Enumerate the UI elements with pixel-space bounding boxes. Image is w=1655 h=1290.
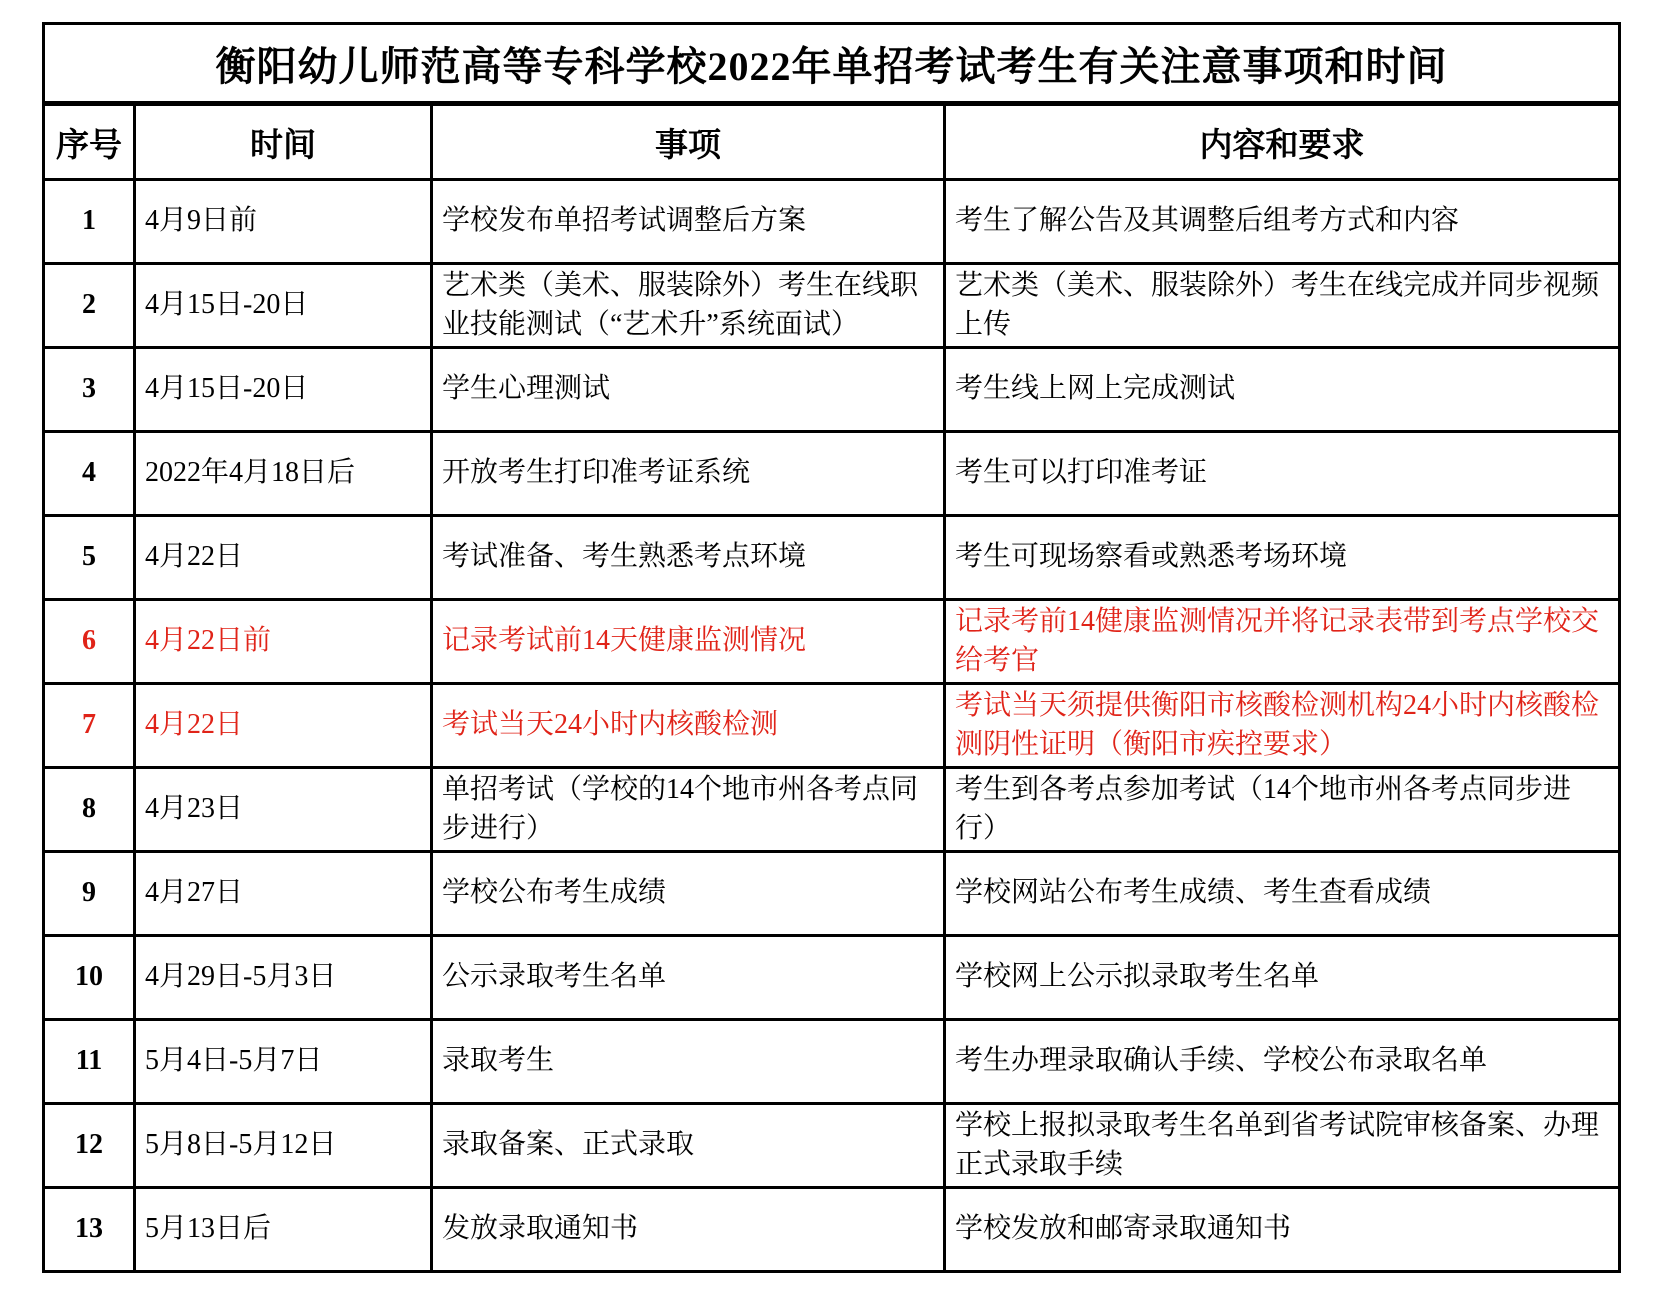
row-item: 记录考试前14天健康监测情况 <box>432 600 945 684</box>
row-item: 公示录取考生名单 <box>432 936 945 1020</box>
row-content: 考生可现场察看或熟悉考场环境 <box>945 516 1620 600</box>
row-item: 录取备案、正式录取 <box>432 1104 945 1188</box>
table-row <box>44 1104 1620 1188</box>
row-content: 考生可以打印准考证 <box>945 432 1620 516</box>
row-number: 8 <box>44 768 135 852</box>
table-row <box>44 768 1620 852</box>
row-content: 考生办理录取确认手续、学校公布录取名单 <box>945 1020 1620 1104</box>
row-time: 4月27日 <box>135 852 432 936</box>
row-number: 7 <box>44 684 135 768</box>
table-row <box>44 348 1620 432</box>
row-item: 学生心理测试 <box>432 348 945 432</box>
table-row <box>44 684 1620 768</box>
row-item: 考试当天24小时内核酸检测 <box>432 684 945 768</box>
row-number: 12 <box>44 1104 135 1188</box>
row-content: 学校网站公布考生成绩、考生查看成绩 <box>945 852 1620 936</box>
row-item: 学校公布考生成绩 <box>432 852 945 936</box>
row-number: 6 <box>44 600 135 684</box>
row-content: 考生线上网上完成测试 <box>945 348 1620 432</box>
row-number: 4 <box>44 432 135 516</box>
row-content: 考生到各考点参加考试（14个地市州各考点同步进行） <box>945 768 1620 852</box>
row-time: 4月22日 <box>135 684 432 768</box>
row-number: 13 <box>44 1188 135 1272</box>
table-row <box>44 432 1620 516</box>
table-row <box>44 1020 1620 1104</box>
row-number: 10 <box>44 936 135 1020</box>
row-time: 4月29日-5月3日 <box>135 936 432 1020</box>
column-header-content: 内容和要求 <box>945 104 1620 180</box>
table-body <box>44 180 1620 1272</box>
row-content: 记录考前14健康监测情况并将记录表带到考点学校交给考官 <box>945 600 1620 684</box>
row-time: 5月4日-5月7日 <box>135 1020 432 1104</box>
row-time: 4月15日-20日 <box>135 264 432 348</box>
row-time: 2022年4月18日后 <box>135 432 432 516</box>
row-item: 艺术类（美术、服装除外）考生在线职业技能测试（“艺术升”系统面试） <box>432 264 945 348</box>
row-item: 录取考生 <box>432 1020 945 1104</box>
row-item: 考试准备、考生熟悉考点环境 <box>432 516 945 600</box>
row-number: 11 <box>44 1020 135 1104</box>
column-header-time: 时间 <box>135 104 432 180</box>
table-title: 衡阳幼儿师范高等专科学校2022年单招考试考生有关注意事项和时间 <box>44 24 1620 104</box>
row-item: 开放考生打印准考证系统 <box>432 432 945 516</box>
table-row <box>44 600 1620 684</box>
row-number: 3 <box>44 348 135 432</box>
header-row <box>44 104 1620 180</box>
schedule-table <box>42 22 1621 1273</box>
row-item: 学校发布单招考试调整后方案 <box>432 180 945 264</box>
row-content: 学校上报拟录取考生名单到省考试院审核备案、办理正式录取手续 <box>945 1104 1620 1188</box>
row-time: 4月9日前 <box>135 180 432 264</box>
row-content: 学校网上公示拟录取考生名单 <box>945 936 1620 1020</box>
row-content: 学校发放和邮寄录取通知书 <box>945 1188 1620 1272</box>
row-number: 9 <box>44 852 135 936</box>
row-number: 1 <box>44 180 135 264</box>
column-header-no: 序号 <box>44 104 135 180</box>
table-row <box>44 180 1620 264</box>
row-time: 5月8日-5月12日 <box>135 1104 432 1188</box>
table-row <box>44 264 1620 348</box>
table-row <box>44 1188 1620 1272</box>
table-row <box>44 516 1620 600</box>
row-time: 5月13日后 <box>135 1188 432 1272</box>
table-row <box>44 936 1620 1020</box>
table-row <box>44 852 1620 936</box>
row-content: 考试当天须提供衡阳市核酸检测机构24小时内核酸检测阴性证明（衡阳市疾控要求） <box>945 684 1620 768</box>
column-header-item: 事项 <box>432 104 945 180</box>
row-number: 2 <box>44 264 135 348</box>
title-row <box>44 24 1620 104</box>
row-item: 发放录取通知书 <box>432 1188 945 1272</box>
row-number: 5 <box>44 516 135 600</box>
row-content: 艺术类（美术、服装除外）考生在线完成并同步视频上传 <box>945 264 1620 348</box>
row-time: 4月15日-20日 <box>135 348 432 432</box>
row-content: 考生了解公告及其调整后组考方式和内容 <box>945 180 1620 264</box>
row-item: 单招考试（学校的14个地市州各考点同步进行） <box>432 768 945 852</box>
row-time: 4月22日前 <box>135 600 432 684</box>
row-time: 4月22日 <box>135 516 432 600</box>
row-time: 4月23日 <box>135 768 432 852</box>
